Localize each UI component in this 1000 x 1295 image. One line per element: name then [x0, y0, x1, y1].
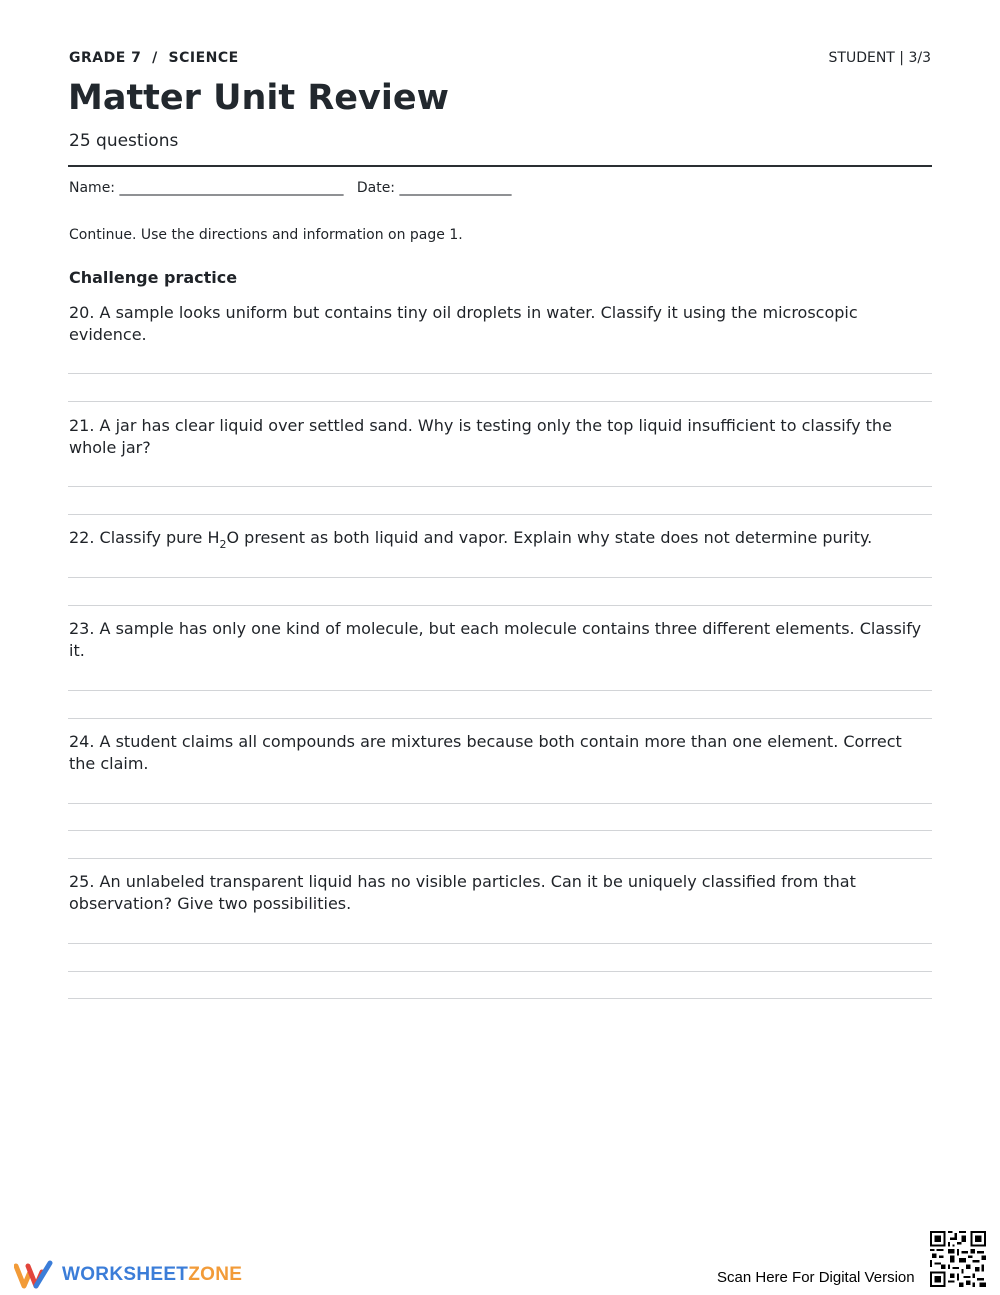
- header-divider: [68, 165, 932, 167]
- question-22: [69, 527, 931, 549]
- page-title: Matter Unit Review: [68, 78, 449, 118]
- answer-line[interactable]: [68, 803, 932, 804]
- question-count: 25 questions: [69, 131, 179, 151]
- question-number: 23.: [69, 619, 95, 638]
- instructions: Continue. Use the directions and information on page 1.: [69, 227, 463, 243]
- name-label: Name:: [69, 180, 116, 196]
- scan-caption: Scan Here For Digital Version: [717, 1269, 915, 1286]
- section-heading: Challenge practice: [69, 268, 238, 287]
- question-25: [69, 871, 931, 915]
- answer-line[interactable]: [68, 401, 932, 402]
- answer-line[interactable]: [68, 605, 932, 606]
- qr-code-icon[interactable]: [930, 1231, 986, 1287]
- question-number: 20.: [69, 303, 95, 322]
- answer-line[interactable]: [68, 998, 932, 999]
- answer-line[interactable]: [68, 690, 932, 691]
- question-text: A sample looks uniform but contains tiny oil droplets in water. Classify it using the microscopic evidence.: [69, 303, 858, 344]
- question-21: [69, 415, 931, 459]
- answer-line[interactable]: [68, 577, 932, 578]
- question-text: A jar has clear liquid over settled sand. Why is testing only the top liquid insufficient to classify the whole jar?: [69, 416, 892, 457]
- question-number: 22.: [69, 528, 95, 547]
- subscript: 2: [219, 538, 227, 551]
- answer-line[interactable]: [68, 830, 932, 831]
- answer-line[interactable]: [68, 943, 932, 944]
- answer-line[interactable]: [68, 718, 932, 719]
- answer-line[interactable]: [68, 971, 932, 972]
- question-text: A student claims all compounds are mixtures because both contain more than one element. Correct the claim.: [69, 732, 902, 773]
- question-text: Classify pure $H_2O$ present as both liquid and vapor. Explain why state does not determine purity.: [99, 528, 873, 551]
- question-20: [69, 302, 931, 346]
- brand-name: WORKSHEETZONE: [62, 1264, 243, 1285]
- question-number: 25.: [69, 872, 95, 891]
- answer-line[interactable]: [68, 373, 932, 374]
- question-text: An unlabeled transparent liquid has no visible particles. Can it be uniquely classified from that observation? Give two possibilities.: [69, 872, 856, 913]
- date-label: Date:: [356, 180, 396, 196]
- question-number: 21.: [69, 416, 95, 435]
- worksheetzone-logo-icon: [14, 1260, 56, 1290]
- answer-line[interactable]: [68, 486, 932, 487]
- student-page-label: STUDENT | 3/3: [828, 50, 931, 66]
- answer-line[interactable]: [68, 858, 932, 859]
- question-text: A sample has only one kind of molecule, but each molecule contains three different elements. Classify it.: [69, 619, 922, 660]
- name-date-row: [69, 180, 511, 196]
- question-number: 24.: [69, 732, 95, 751]
- question-23: [69, 618, 931, 662]
- answer-line[interactable]: [68, 514, 932, 515]
- name-field[interactable]: ________________________________: [119, 180, 344, 196]
- grade-subject-label: GRADE 7 / SCIENCE: [69, 50, 239, 66]
- date-field[interactable]: ________________: [399, 180, 512, 196]
- question-24: [69, 731, 931, 775]
